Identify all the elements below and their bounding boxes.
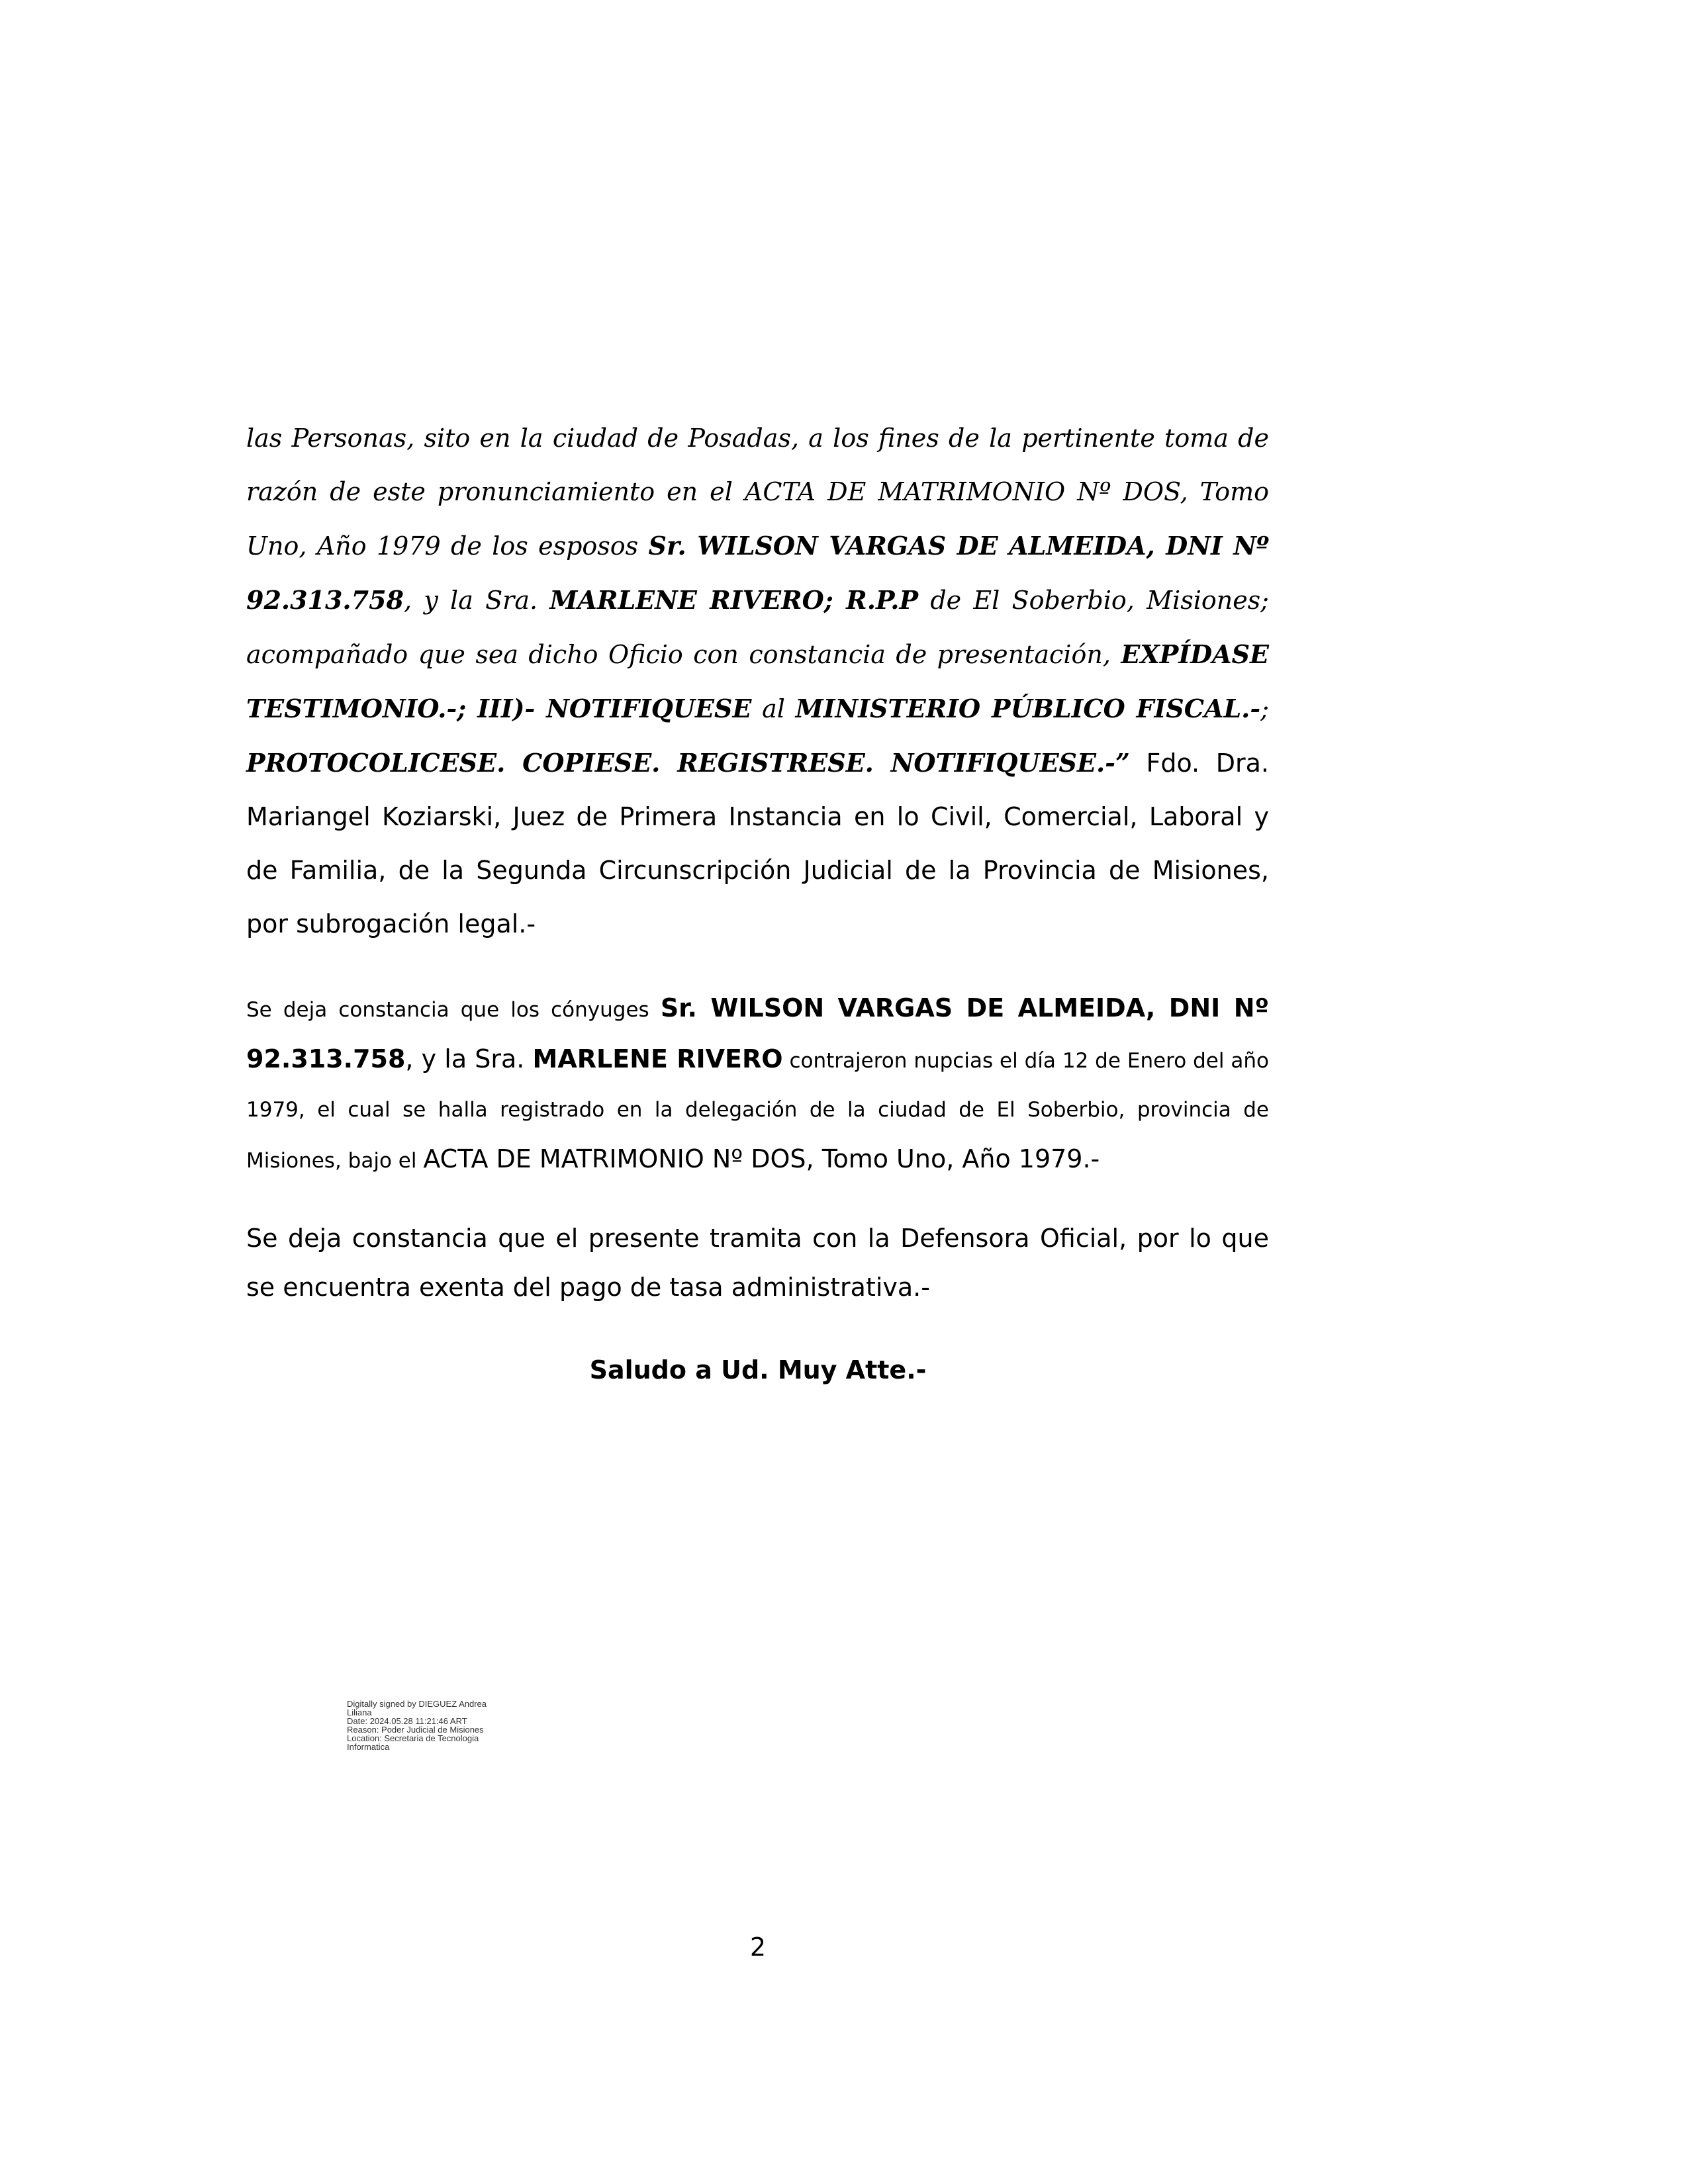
order-expidase-bold: EXPÍDASE TESTIMONIO.-; III)- NOTIFIQUESE: [246, 639, 1269, 723]
acta-reference: ACTA DE MATRIMONIO Nº DOS, Tomo Uno, Año 1979.-: [423, 1144, 1100, 1173]
text-run: las Personas, sito en la ciudad de Posadas, a los fines de la pertinente toma de razón de este pronunciamiento en el ACTA DE MATRIMONIO Nº DOS, Tomo Uno, Año 1979 de los esposos: [246, 424, 1269, 561]
text-run: , y la Sra.: [403, 586, 550, 615]
protocolicese-bold: PROTOCOLICESE. COPIESE. REGISTRESE. NOTIFIQUESE.-”: [246, 748, 1130, 778]
signature-line: Informatica: [347, 1742, 390, 1752]
text-run: ;: [1260, 694, 1269, 723]
spouse-husband-bold: Sr. WILSON VARGAS DE ALMEIDA, DNI Nº 92.313.758: [246, 531, 1269, 615]
spouse-wife-bold: MARLENE RIVERO: [532, 1044, 783, 1073]
page-number: 2: [749, 1933, 767, 1962]
signature-line: Digitally signed by DIEGUEZ Andrea: [347, 1699, 487, 1709]
spouse-husband-bold: Sr. WILSON VARGAS DE ALMEIDA, DNI Nº 92.313.758: [246, 993, 1269, 1073]
resolution-text: [246, 412, 1269, 951]
text-run: contrajeron nupcias el día 12 de Enero del año 1979, el cual se halla registrado en la delegación de la ciudad de El Soberbio, provincia de Misiones, bajo el: [246, 1049, 1270, 1173]
constancia-defensora-paragraph: Se deja constancia que el presente tramita con la Defensora Oficial, por lo que se encuentra exenta del pago de tasa administrativa.-: [246, 1224, 1269, 1302]
signature-line: Location: Secretaria de Tecnologia: [347, 1733, 479, 1743]
resolution-paragraph: [246, 412, 1269, 951]
ministerio-bold: MINISTERIO PÚBLICO FISCAL.-: [795, 694, 1261, 723]
text-run: al: [751, 694, 796, 723]
text-run: de El Soberbio, Misiones; acompañado que sea dicho Oficio con constancia de presentación,: [246, 586, 1269, 669]
closing-salutation: Saludo a Ud. Muy Atte.-: [589, 1355, 927, 1385]
text-run: Se deja constancia que los cónyuges: [246, 998, 661, 1022]
signature-line: Date: 2024.05.28 11:21:46 ART: [347, 1716, 467, 1726]
signature-line: Reason: Poder Judicial de Misiones: [347, 1725, 484, 1735]
constancia-marriage-paragraph: [246, 983, 1269, 1185]
digital-signature-stamp: [347, 1700, 526, 1751]
signatory-text: Fdo. Dra. Mariangel Koziarski, Juez de Primera Instancia en lo Civil, Comercial, Laboral y de Familia, de la Segunda Circunscripción Judicial de la Provincia de Misiones, por subrogación legal.-: [246, 749, 1270, 938]
signature-line: Liliana: [347, 1707, 372, 1717]
spouse-wife-bold: MARLENE RIVERO; R.P.P: [549, 585, 919, 615]
text-run: , y la Sra.: [405, 1044, 533, 1073]
